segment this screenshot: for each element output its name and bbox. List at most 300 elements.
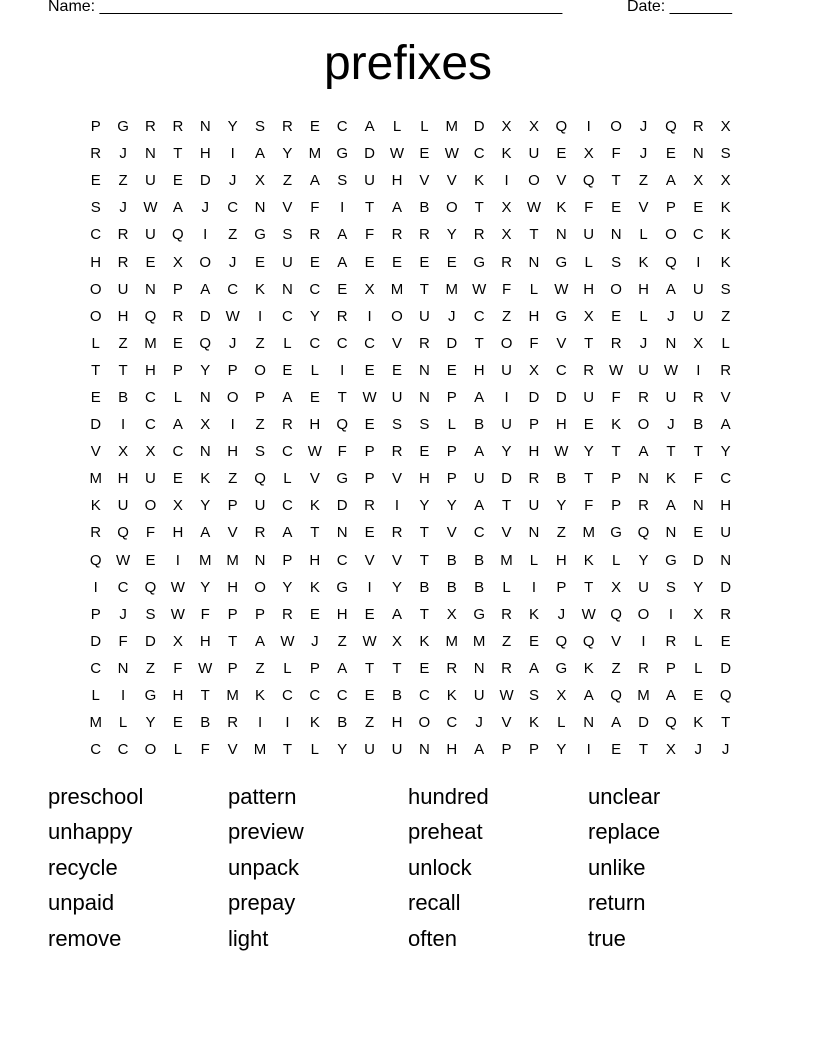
grid-letter: I: [340, 361, 345, 379]
word-list-item: unlock: [408, 854, 472, 880]
grid-letter: E: [528, 632, 539, 650]
grid-letter: T: [200, 687, 210, 705]
grid-letter: J: [639, 118, 648, 136]
grid-letter: E: [611, 307, 622, 325]
grid-letter: E: [309, 388, 320, 406]
grid-letter: T: [419, 280, 429, 298]
grid-letter: I: [230, 145, 235, 163]
grid-letter: T: [228, 632, 238, 650]
grid-letter: R: [117, 226, 129, 244]
grid-letter: H: [309, 551, 321, 569]
grid-letter: T: [419, 524, 429, 542]
grid-letter: L: [420, 118, 429, 136]
grid-letter: K: [474, 172, 485, 190]
grid-letter: Q: [117, 524, 129, 542]
grid-letter: U: [145, 226, 156, 244]
grid-letter: E: [364, 361, 375, 379]
grid-letter: R: [638, 497, 649, 515]
grid-letter: O: [144, 741, 157, 759]
grid-letter: I: [641, 632, 646, 650]
grid-letter: R: [446, 659, 458, 677]
grid-letter: O: [391, 307, 403, 325]
grid-letter: T: [474, 334, 484, 352]
grid-letter: A: [282, 524, 293, 542]
grid-letter: F: [310, 199, 320, 217]
grid-letter: H: [473, 361, 485, 379]
grid-letter: C: [90, 659, 102, 677]
grid-letter: O: [89, 307, 102, 325]
grid-letter: Q: [665, 118, 677, 136]
grid-letter: X: [665, 741, 676, 759]
grid-letter: F: [693, 470, 703, 488]
grid-letter: V: [227, 524, 238, 542]
word-list-item: unpaid: [48, 890, 115, 916]
grid-letter: E: [172, 172, 183, 190]
grid-letter: G: [473, 253, 485, 271]
grid-letter: Z: [638, 172, 649, 190]
grid-letter: K: [583, 659, 594, 677]
grid-letter: X: [364, 280, 375, 298]
grid-letter: A: [391, 605, 402, 623]
grid-letter: S: [255, 443, 266, 461]
grid-letter: Q: [637, 524, 650, 542]
grid-letter: X: [501, 199, 512, 217]
grid-letter: N: [418, 741, 430, 759]
grid-letter: V: [501, 714, 512, 732]
grid-letter: K: [309, 497, 320, 515]
grid-letter: J: [557, 605, 566, 623]
grid-letter: V: [446, 172, 457, 190]
grid-letter: K: [309, 714, 320, 732]
grid-letter: D: [199, 307, 211, 325]
grid-letter: I: [696, 253, 701, 271]
grid-letter: Y: [501, 443, 512, 461]
grid-letter: X: [172, 497, 183, 515]
grid-letter: Y: [200, 361, 211, 379]
grid-letter: I: [175, 551, 180, 569]
grid-letter: M: [89, 470, 102, 488]
grid-letter: T: [419, 605, 429, 623]
grid-letter: M: [226, 551, 239, 569]
grid-letter: C: [309, 334, 321, 352]
grid-letter: E: [720, 632, 731, 650]
grid-letter: U: [391, 741, 403, 759]
grid-letter: P: [309, 659, 320, 677]
grid-letter: A: [309, 172, 320, 190]
grid-letter: R: [720, 605, 732, 623]
grid-letter: M: [445, 280, 459, 298]
grid-letter: T: [501, 497, 512, 515]
grid-letter: G: [665, 551, 677, 569]
grid-letter: O: [418, 714, 431, 732]
grid-letter: T: [419, 551, 429, 569]
grid-letter: A: [665, 172, 676, 190]
grid-letter: B: [118, 388, 129, 406]
grid-letter: J: [119, 605, 127, 623]
grid-letter: I: [696, 361, 701, 379]
grid-letter: P: [227, 497, 238, 515]
grid-letter: C: [473, 524, 485, 542]
grid-letter: D: [528, 388, 540, 406]
grid-letter: K: [693, 714, 704, 732]
grid-letter: Z: [282, 172, 293, 190]
grid-letter: U: [282, 253, 293, 271]
grid-letter: U: [583, 226, 595, 244]
grid-letter: I: [340, 199, 345, 217]
grid-letter: N: [473, 659, 485, 677]
grid-letter: Y: [556, 497, 567, 515]
grid-letter: L: [91, 334, 100, 352]
grid-letter: X: [556, 687, 567, 705]
word-list-item: often: [408, 925, 457, 951]
grid-letter: M: [637, 687, 650, 705]
grid-letter: N: [638, 470, 649, 488]
grid-letter: J: [311, 632, 319, 650]
grid-letter: R: [501, 253, 512, 271]
grid-letter: W: [362, 388, 377, 406]
grid-letter: A: [337, 253, 348, 271]
grid-letter: L: [447, 416, 456, 434]
grid-letter: Z: [118, 334, 128, 352]
grid-letter: R: [692, 118, 704, 136]
grid-letter: R: [254, 524, 266, 542]
grid-letter: F: [145, 524, 156, 542]
grid-letter: A: [337, 226, 348, 244]
grid-letter: P: [282, 551, 293, 569]
grid-letter: F: [529, 334, 539, 352]
grid-letter: N: [720, 551, 732, 569]
grid-letter: E: [282, 361, 293, 379]
grid-letter: K: [583, 551, 594, 569]
grid-letter: B: [446, 578, 457, 596]
grid-letter: U: [638, 361, 649, 379]
grid-letter: H: [720, 497, 732, 515]
grid-letter: Z: [228, 470, 238, 488]
grid-letter: J: [119, 199, 127, 217]
grid-letter: C: [555, 361, 567, 379]
grid-letter: O: [637, 605, 650, 623]
grid-letter: Z: [145, 659, 156, 677]
grid-letter: I: [504, 388, 509, 406]
grid-letter: P: [255, 388, 266, 406]
grid-letter: L: [611, 551, 621, 569]
grid-letter: T: [638, 741, 649, 759]
grid-letter: X: [501, 226, 512, 244]
grid-letter: Q: [254, 470, 266, 488]
grid-letter: X: [583, 307, 594, 325]
grid-letter: G: [555, 253, 568, 271]
grid-letter: N: [336, 524, 348, 542]
grid-letter: H: [90, 253, 102, 271]
grid-letter: U: [501, 416, 512, 434]
grid-letter: S: [90, 199, 101, 217]
grid-letter: D: [720, 578, 732, 596]
grid-letter: Q: [665, 253, 677, 271]
word-list-item: recall: [408, 890, 461, 916]
grid-letter: E: [693, 524, 704, 542]
grid-letter: C: [364, 334, 376, 352]
word-list-item: preheat: [408, 819, 483, 845]
grid-letter: M: [253, 741, 267, 759]
grid-letter: E: [583, 416, 594, 434]
grid-letter: C: [418, 687, 430, 705]
grid-letter: C: [282, 443, 293, 461]
grid-letter: S: [720, 145, 731, 163]
grid-letter: T: [693, 443, 703, 461]
puzzle-title: prefixes: [323, 37, 493, 90]
grid-letter: Z: [611, 659, 621, 677]
grid-letter: W: [170, 578, 185, 596]
grid-letter: E: [364, 687, 375, 705]
grid-letter: L: [529, 551, 539, 569]
grid-letter: V: [309, 470, 320, 488]
grid-letter: H: [145, 361, 156, 379]
grid-letter: I: [394, 497, 400, 515]
grid-letter: W: [307, 443, 322, 461]
grid-letter: J: [639, 145, 648, 163]
grid-letter: A: [638, 443, 649, 461]
grid-letter: H: [528, 307, 540, 325]
grid-letter: P: [227, 659, 238, 677]
grid-letter: J: [694, 741, 703, 759]
grid-letter: Q: [172, 226, 184, 244]
grid-letter: A: [391, 199, 402, 217]
grid-letter: L: [283, 334, 292, 352]
grid-letter: Y: [446, 226, 457, 244]
grid-letter: B: [693, 416, 704, 434]
grid-letter: J: [448, 307, 456, 325]
grid-letter: F: [337, 443, 347, 461]
grid-letter: F: [173, 659, 183, 677]
grid-letter: C: [227, 199, 239, 217]
grid-letter: N: [199, 443, 211, 461]
grid-letter: H: [555, 551, 567, 569]
grid-letter: R: [391, 443, 403, 461]
grid-letter: C: [145, 388, 156, 406]
grid-letter: J: [228, 334, 237, 352]
grid-letter: V: [364, 551, 375, 569]
grid-letter: B: [200, 714, 211, 732]
grid-letter: R: [638, 659, 649, 677]
grid-letter: Y: [583, 443, 594, 461]
grid-letter: Z: [556, 524, 566, 542]
grid-letter: T: [118, 361, 128, 379]
word-list: [48, 779, 768, 957]
grid-letter: P: [227, 605, 238, 623]
grid-letter: A: [337, 659, 348, 677]
grid-letter: C: [309, 280, 321, 298]
grid-letter: P: [364, 443, 375, 461]
grid-letter: D: [199, 172, 211, 190]
grid-letter: A: [200, 280, 211, 298]
grid-letter: A: [665, 497, 676, 515]
grid-letter: P: [446, 388, 457, 406]
grid-letter: L: [557, 714, 566, 732]
grid-letter: X: [118, 443, 129, 461]
grid-letter: A: [474, 497, 485, 515]
word-list-item: preview: [228, 819, 304, 845]
grid-letter: I: [257, 714, 263, 732]
grid-letter: T: [584, 470, 594, 488]
grid-letter: G: [336, 578, 349, 596]
grid-letter: L: [694, 659, 703, 677]
grid-letter: O: [665, 226, 677, 244]
grid-letter: U: [145, 470, 156, 488]
grid-letter: T: [173, 145, 183, 163]
grid-letter: T: [474, 199, 484, 217]
grid-letter: W: [198, 659, 213, 677]
grid-letter: X: [172, 253, 183, 271]
grid-letter: E: [419, 145, 430, 163]
grid-letter: U: [720, 524, 732, 542]
grid-letter: V: [391, 334, 402, 352]
grid-letter: T: [611, 172, 621, 190]
grid-letter: Y: [309, 307, 320, 325]
grid-letter: N: [692, 145, 704, 163]
grid-letter: U: [692, 280, 704, 298]
grid-letter: S: [337, 172, 348, 190]
grid-letter: U: [364, 741, 376, 759]
grid-letter: Y: [227, 118, 238, 136]
grid-letter: H: [418, 470, 430, 488]
grid-letter: A: [172, 199, 183, 217]
grid-letter: I: [257, 307, 263, 325]
grid-letter: N: [692, 497, 704, 515]
grid-letter: P: [446, 443, 457, 461]
grid-letter: R: [172, 118, 184, 136]
grid-letter: E: [364, 605, 375, 623]
grid-letter: G: [336, 145, 349, 163]
grid-letter: V: [501, 524, 512, 542]
grid-letter: H: [227, 443, 239, 461]
grid-letter: U: [473, 470, 485, 488]
grid-letter: S: [391, 416, 402, 434]
grid-letter: U: [117, 497, 129, 515]
grid-letter: K: [638, 253, 649, 271]
grid-letter: E: [391, 361, 402, 379]
grid-letter: N: [254, 551, 266, 569]
grid-letter: V: [556, 172, 567, 190]
grid-letter: K: [528, 605, 539, 623]
grid-letter: T: [365, 199, 375, 217]
grid-letter: A: [200, 524, 211, 542]
grid-letter: E: [90, 172, 101, 190]
grid-letter: Z: [255, 334, 265, 352]
word-list-item: unpack: [228, 854, 299, 880]
grid-letter: N: [145, 280, 156, 298]
grid-letter: Y: [337, 741, 348, 759]
grid-letter: P: [227, 361, 238, 379]
grid-letter: E: [693, 199, 704, 217]
grid-letter: Y: [200, 578, 211, 596]
grid-letter: F: [611, 145, 621, 163]
grid-letter: P: [172, 361, 183, 379]
grid-letter: V: [556, 334, 567, 352]
grid-letter: Z: [365, 714, 375, 732]
grid-letter: F: [611, 388, 621, 406]
grid-letter: A: [665, 280, 676, 298]
grid-letter: W: [472, 280, 487, 298]
grid-letter: J: [475, 714, 483, 732]
grid-letter: D: [145, 632, 156, 650]
grid-letter: C: [117, 578, 129, 596]
grid-letter: U: [665, 388, 677, 406]
grid-letter: A: [611, 714, 622, 732]
grid-letter: K: [665, 470, 676, 488]
grid-letter: X: [693, 334, 704, 352]
grid-letter: T: [584, 578, 594, 596]
grid-letter: P: [611, 497, 622, 515]
grid-letter: D: [555, 388, 567, 406]
grid-letter: M: [445, 632, 459, 650]
grid-letter: N: [199, 118, 211, 136]
grid-letter: I: [668, 605, 673, 623]
grid-letter: G: [254, 226, 266, 244]
grid-letter: C: [90, 741, 102, 759]
grid-letter: C: [336, 334, 348, 352]
grid-letter: P: [611, 470, 622, 488]
word-list-item: replace: [588, 819, 661, 845]
grid-letter: E: [364, 253, 375, 271]
grid-letter: R: [282, 118, 293, 136]
grid-letter: W: [116, 551, 131, 569]
grid-letter: N: [418, 361, 430, 379]
grid-letter: P: [501, 741, 512, 759]
grid-letter: F: [501, 280, 512, 298]
grid-letter: B: [391, 687, 402, 705]
grid-letter: Z: [337, 632, 347, 650]
grid-letter: A: [255, 632, 266, 650]
grid-letter: S: [528, 687, 539, 705]
grid-letter: W: [499, 687, 514, 705]
grid-letter: W: [444, 145, 459, 163]
grid-letter: X: [611, 578, 622, 596]
grid-letter: R: [583, 361, 595, 379]
grid-letter: X: [145, 443, 156, 461]
grid-letter: P: [364, 470, 375, 488]
grid-letter: X: [720, 118, 731, 136]
grid-letter: H: [555, 416, 567, 434]
grid-letter: K: [611, 416, 622, 434]
grid-letter: Y: [419, 497, 430, 515]
grid-letter: J: [228, 172, 237, 190]
grid-letter: K: [720, 199, 731, 217]
grid-letter: I: [531, 578, 537, 596]
grid-letter: H: [391, 172, 403, 190]
grid-letter: R: [364, 497, 376, 515]
word-list-item: unhappy: [48, 819, 133, 845]
grid-letter: K: [255, 280, 266, 298]
grid-letter: P: [528, 741, 539, 759]
grid-letter: N: [282, 280, 293, 298]
grid-letter: Q: [144, 307, 157, 325]
grid-letter: R: [501, 605, 512, 623]
grid-letter: R: [610, 334, 622, 352]
grid-letter: E: [145, 253, 156, 271]
grid-letter: X: [501, 118, 512, 136]
grid-letter: E: [90, 388, 101, 406]
grid-letter: R: [501, 659, 512, 677]
grid-letter: E: [172, 334, 183, 352]
grid-letter: U: [364, 172, 376, 190]
grid-letter: T: [584, 334, 594, 352]
grid-letter: E: [446, 361, 457, 379]
grid-letter: K: [309, 578, 320, 596]
grid-letter: D: [90, 416, 102, 434]
grid-letter: S: [145, 605, 156, 623]
grid-letter: Y: [391, 578, 402, 596]
grid-letter: U: [501, 361, 512, 379]
